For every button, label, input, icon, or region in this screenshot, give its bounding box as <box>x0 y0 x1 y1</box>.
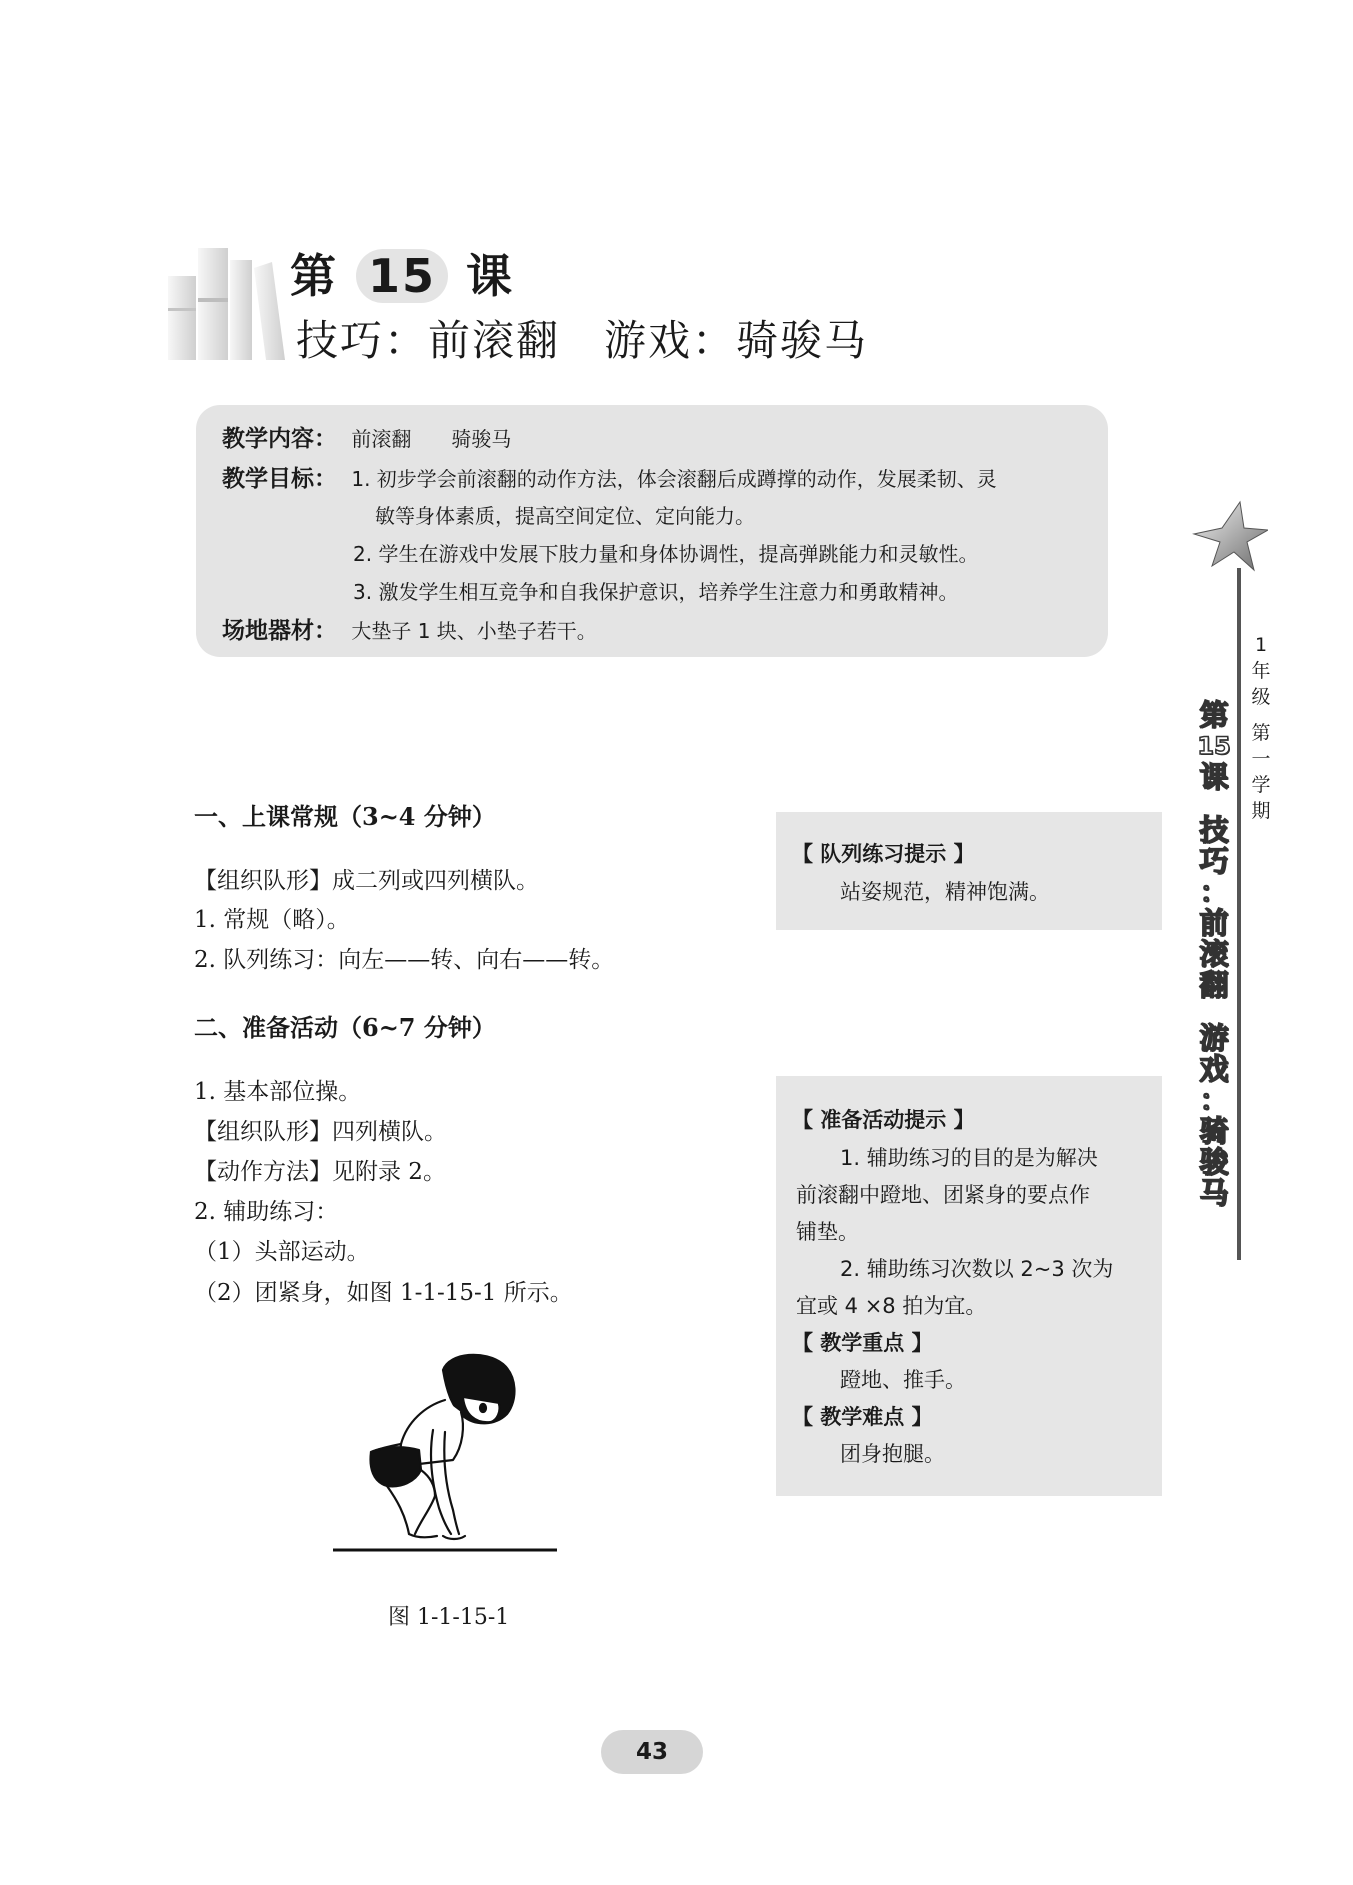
info-equipment-row <box>222 612 597 645</box>
page-number: 43 <box>601 1730 703 1774</box>
warmup-tip-box <box>776 1076 1162 1496</box>
equipment-value: 大垫子 1 块、小垫子若干。 <box>351 619 597 643</box>
books-decoration-icon <box>160 238 285 360</box>
crouching-child-figure <box>325 1350 565 1562</box>
goal-2: 2. 学生在游戏中发展下肢力量和身体协调性，提高弹跳能力和灵敏性。 <box>353 542 979 566</box>
side-divider <box>1237 568 1241 1260</box>
warmup-tip-line: 2. 辅助练习次数以 2~3 次为 <box>840 1257 1114 1281</box>
lesson-number: 15 <box>356 249 448 303</box>
queue-practice-tip-box <box>776 812 1162 930</box>
content-value: 前滚翻 骑骏马 <box>351 427 512 451</box>
difficulty-text: 团身抱腿。 <box>840 1442 945 1466</box>
queue-tip-text: 站姿规范，精神饱满。 <box>840 880 1050 904</box>
section-1-heading: 一、上课常规（3~4 分钟） <box>194 802 496 831</box>
lesson-subtitle: 技巧：前滚翻 游戏：骑骏马 <box>296 316 869 365</box>
section-1-line: 【组织队形】成二列或四列横队。 <box>194 868 539 894</box>
equipment-label: 场地器材： <box>222 618 337 644</box>
warmup-tip-line: 铺垫。 <box>796 1220 859 1244</box>
info-goals-row <box>222 460 997 493</box>
lesson-title <box>290 240 514 306</box>
side-grade-label: 1 年 级 第 一 学 期 <box>1251 634 1271 822</box>
section-2-line: （2）团紧身，如图 1-1-15-1 所示。 <box>194 1280 573 1306</box>
section-2-line: 【动作方法】见附录 2。 <box>194 1159 446 1185</box>
warmup-tip-line: 前滚翻中蹬地、团紧身的要点作 <box>796 1183 1090 1207</box>
section-2-line: 【组织队形】四列横队。 <box>194 1119 447 1145</box>
section-2-heading: 二、准备活动（6~7 分钟） <box>194 1013 496 1042</box>
warmup-tip-line: 宜或 4 ×8 拍为宜。 <box>796 1294 987 1318</box>
queue-tip-heading: 【 队列练习提示 】 <box>792 842 975 866</box>
info-content-row <box>222 420 511 453</box>
key-point-heading: 【 教学重点 】 <box>792 1331 933 1355</box>
warmup-tip-heading: 【 准备活动提示 】 <box>792 1108 975 1132</box>
section-2-line: 1. 基本部位操。 <box>194 1079 362 1105</box>
lesson-suffix: 课 <box>466 249 515 303</box>
warmup-tip-line: 1. 辅助练习的目的是为解决 <box>840 1146 1098 1170</box>
goal-1-line-1: 1. 初步学会前滚翻的动作方法，体会滚翻后成蹲撑的动作，发展柔韧、灵 <box>351 467 997 491</box>
section-1-line: 1. 常规（略）。 <box>194 907 350 933</box>
key-point-text: 蹬地、推手。 <box>840 1368 966 1392</box>
figure-caption: 图 1-1-15-1 <box>388 1605 510 1630</box>
side-lesson-title: 第 15 课 技 巧 ： 前 滚 翻 游 戏 ： 骑 骏 马 <box>1197 698 1231 1210</box>
content-label: 教学内容： <box>222 426 337 452</box>
goal-3: 3. 激发学生相互竞争和自我保护意识，培养学生注意力和勇敢精神。 <box>353 580 959 604</box>
difficulty-heading: 【 教学难点 】 <box>792 1405 933 1429</box>
section-1-line: 2. 队列练习：向左——转、向右——转。 <box>194 947 615 973</box>
goal-1-line-2: 敏等身体素质，提高空间定位、定向能力。 <box>375 504 755 528</box>
lesson-prefix: 第 <box>290 249 338 303</box>
star-icon <box>1192 500 1268 572</box>
section-2-line: （1）头部运动。 <box>194 1239 370 1265</box>
goals-label: 教学目标： <box>222 466 337 492</box>
section-2-line: 2. 辅助练习： <box>194 1199 339 1225</box>
